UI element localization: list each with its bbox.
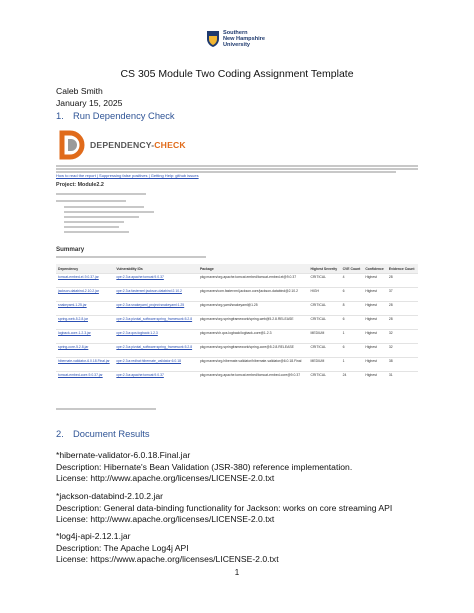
result-name: *hibernate-validator-6.0.18.Final.jar bbox=[56, 450, 191, 460]
dependency-check-logo: DEPENDENCY-CHECK bbox=[56, 130, 186, 160]
result-name: *jackson-databind-2.10.2.jar bbox=[56, 491, 164, 501]
report-summary-heading: Summary bbox=[56, 246, 85, 253]
report-help-links[interactable]: How to read the report | Suppressing false positives | Getting Help: github issues bbox=[56, 173, 199, 178]
table-footnote bbox=[56, 408, 156, 410]
column-header: Package bbox=[198, 264, 309, 274]
result-description: Description: The Apache Log4j API bbox=[56, 542, 189, 553]
summary-caption bbox=[56, 256, 206, 258]
result-item-log4j bbox=[56, 531, 279, 566]
table-row: logback-core-1.2.3.jar cpe:2.3:a:qos:logback:1.2.3 pkg:maven/ch.qos.logback/logback-core@1.2.3 MEDIUM 1 Highest 32 bbox=[56, 330, 418, 344]
column-header: Vulnerability IDs bbox=[114, 264, 198, 274]
author-block bbox=[56, 85, 122, 109]
table-row: snakeyaml-1.25.jar cpe:2.3:a:snakeyaml_project:snakeyaml:1.25 pkg:maven/org.yaml/snakeyaml@1.25 CRITICAL 8 Highest 28 bbox=[56, 302, 418, 316]
author-name: Caleb Smith bbox=[56, 86, 103, 96]
document-date: January 15, 2025 bbox=[56, 98, 123, 108]
column-header: Highest Severity bbox=[309, 264, 341, 274]
column-header: Evidence Count bbox=[387, 264, 418, 274]
table-row: hibernate-validator-6.0.18.Final.jar cpe:2.3:a:redhat:hibernate_validator:6.0.18 pkg:maven/org.hibernate.validator/hibernate-validator@6.0.18.Final MEDIUM 1 Highest 38 bbox=[56, 358, 418, 372]
column-header: Dependency bbox=[56, 264, 114, 274]
table-row: jackson-databind-2.10.2.jar cpe:2.3:a:fasterxml:jackson-databind:2.10.2 pkg:maven/com.fasterxml.jackson.core/jackson-databind@2.10.2 HIGH 6 Highest 37 bbox=[56, 288, 418, 302]
university-logo bbox=[206, 30, 265, 49]
document-title: CS 305 Module Two Coding Assignment Template bbox=[120, 68, 354, 80]
table-row: tomcat-embed-core-9.0.37.jar cpe:2.3:a:apache:tomcat:9.0.37 pkg:maven/org.apache.tomcat.embed/tomcat-embed-core@9.0.37 CRITICAL 24 Highest 31 bbox=[56, 372, 418, 386]
result-license: License: http://www.apache.org/licenses/LICENSE-2.0.txt bbox=[56, 473, 275, 484]
dependency-table bbox=[56, 264, 418, 385]
result-description: Description: Hibernate's Bean Validation (JSR-380) reference implementation. bbox=[56, 461, 353, 472]
result-license: License: http://www.apache.org/licenses/LICENSE-2.0.txt bbox=[56, 514, 275, 525]
result-item-jackson bbox=[56, 491, 392, 526]
column-header: Confidence bbox=[363, 264, 387, 274]
section-heading-1: 1. Run Dependency Check bbox=[56, 110, 175, 121]
column-header: CVE Count bbox=[341, 264, 364, 274]
result-description: Description: General data-binding functionality for Jackson: works on core streaming API bbox=[56, 502, 393, 513]
table-row: spring-web-5.2.8.jar cpe:2.3:a:pivotal_software:spring_framework:5.2.8 pkg:maven/org.springframework/spring-web@5.2.8.RELEASE CRITICAL 6 Highest 28 bbox=[56, 316, 418, 330]
page-number: 1 bbox=[234, 568, 240, 577]
result-license: License: https://www.apache.org/licenses/LICENSE-2.0.txt bbox=[56, 554, 279, 565]
table-row: tomcat-embed-el-9.0.37.jar cpe:2.3:a:apache:tomcat:9.0.37 pkg:maven/org.apache.tomcat.embed/tomcat-embed-el@9.0.37 CRITICAL 4 Highest 28 bbox=[56, 274, 418, 288]
result-item-hibernate bbox=[56, 450, 352, 485]
report-project-title: Project: Module2.2 bbox=[56, 182, 104, 188]
section-heading-2: 2. Document Results bbox=[56, 428, 150, 439]
result-name: *log4j-api-2.12.1.jar bbox=[56, 531, 131, 541]
table-header-row bbox=[56, 264, 418, 274]
logo-wordmark: Southern New Hampshire University bbox=[223, 30, 265, 49]
dependency-check-icon bbox=[56, 130, 86, 160]
shield-icon bbox=[206, 30, 220, 48]
table-row: spring-core-5.2.8.jar cpe:2.3:a:pivotal_software:spring_framework:5.2.8 pkg:maven/org.springframework/spring-core@5.2.8.RELEASE CRITICAL 6 Highest 32 bbox=[56, 344, 418, 358]
